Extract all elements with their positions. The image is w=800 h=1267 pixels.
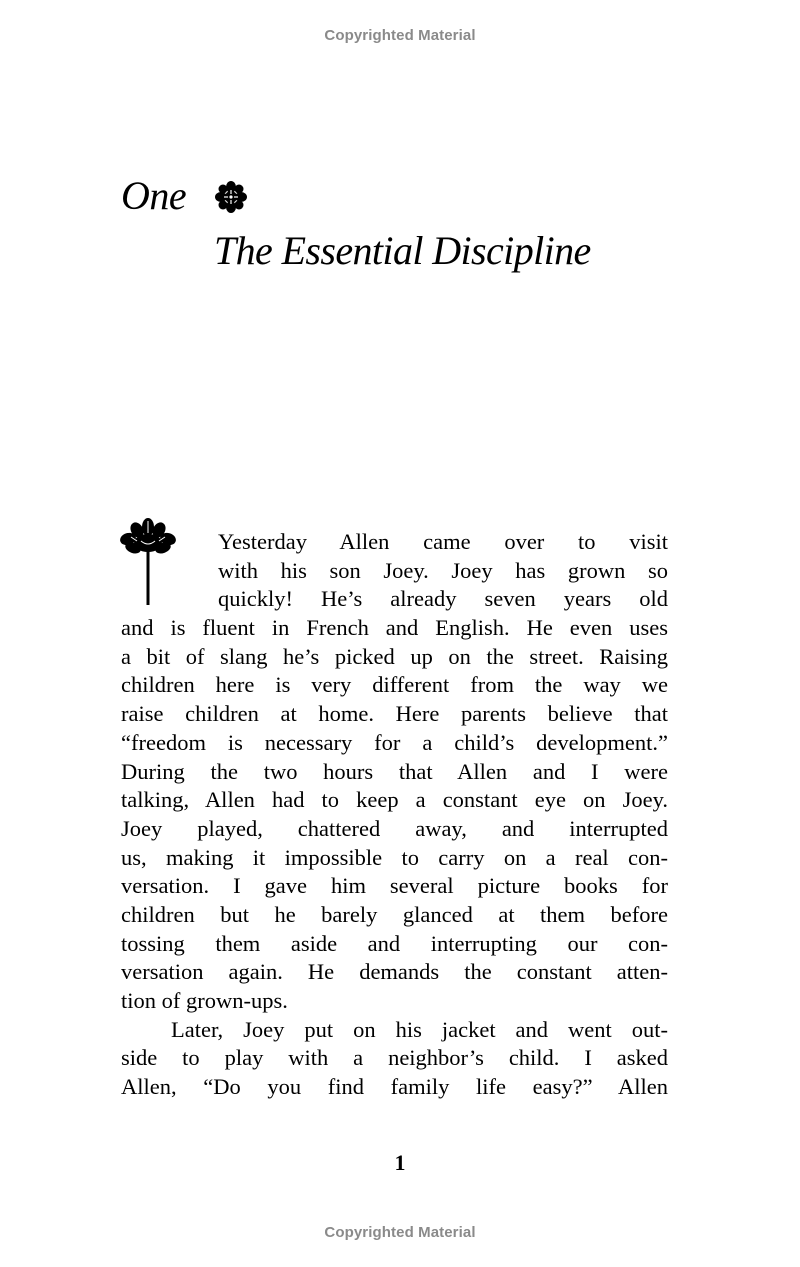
chapter-title: The Essential Discipline bbox=[214, 228, 591, 273]
page-number: 1 bbox=[394, 1150, 406, 1175]
text-line: side to play with a neighbor’s child. I asked bbox=[121, 1045, 668, 1071]
text-line: Later, Joey put on his jacket and went out- bbox=[171, 1016, 668, 1042]
text-line: During the two hours that Allen and I were bbox=[121, 758, 668, 784]
flower-ornament-icon bbox=[214, 181, 248, 213]
text-line: children but he barely glanced at them before bbox=[121, 901, 668, 927]
text-line: talking, Allen had to keep a constant eye on Joey. bbox=[121, 787, 668, 813]
text-line: us, making it impossible to carry on a real con- bbox=[121, 844, 668, 870]
text-line: “freedom is necessary for a child’s development.” bbox=[121, 729, 668, 755]
body-text bbox=[121, 528, 668, 1102]
text-line: a bit of slang he’s picked up on the street. Raising bbox=[121, 643, 668, 669]
copyright-watermark-top: Copyrighted Material bbox=[324, 27, 476, 44]
chapter-number: One bbox=[121, 173, 187, 218]
copyright-watermark-bottom: Copyrighted Material bbox=[324, 1224, 476, 1241]
text-line: with his son Joey. Joey has grown so bbox=[218, 557, 668, 583]
text-line: quickly! He’s already seven years old bbox=[218, 586, 668, 612]
text-line: Yesterday Allen came over to visit bbox=[218, 529, 668, 554]
text-line: Allen, “Do you find family life easy?” Allen bbox=[121, 1074, 668, 1100]
text-line: and is fluent in French and English. He even uses bbox=[121, 615, 668, 641]
text-line: children here is very different from the way we bbox=[121, 672, 668, 698]
text-line: tossing them aside and interrupting our con- bbox=[121, 930, 668, 956]
text-line: versation. I gave him several picture books for bbox=[121, 873, 668, 899]
text-line: tion of grown-ups. bbox=[121, 988, 288, 1013]
text-line: raise children at home. Here parents believe that bbox=[121, 701, 668, 727]
text-line: versation again. He demands the constant atten- bbox=[121, 959, 668, 985]
text-line: Joey played, chattered away, and interrupted bbox=[121, 815, 668, 841]
